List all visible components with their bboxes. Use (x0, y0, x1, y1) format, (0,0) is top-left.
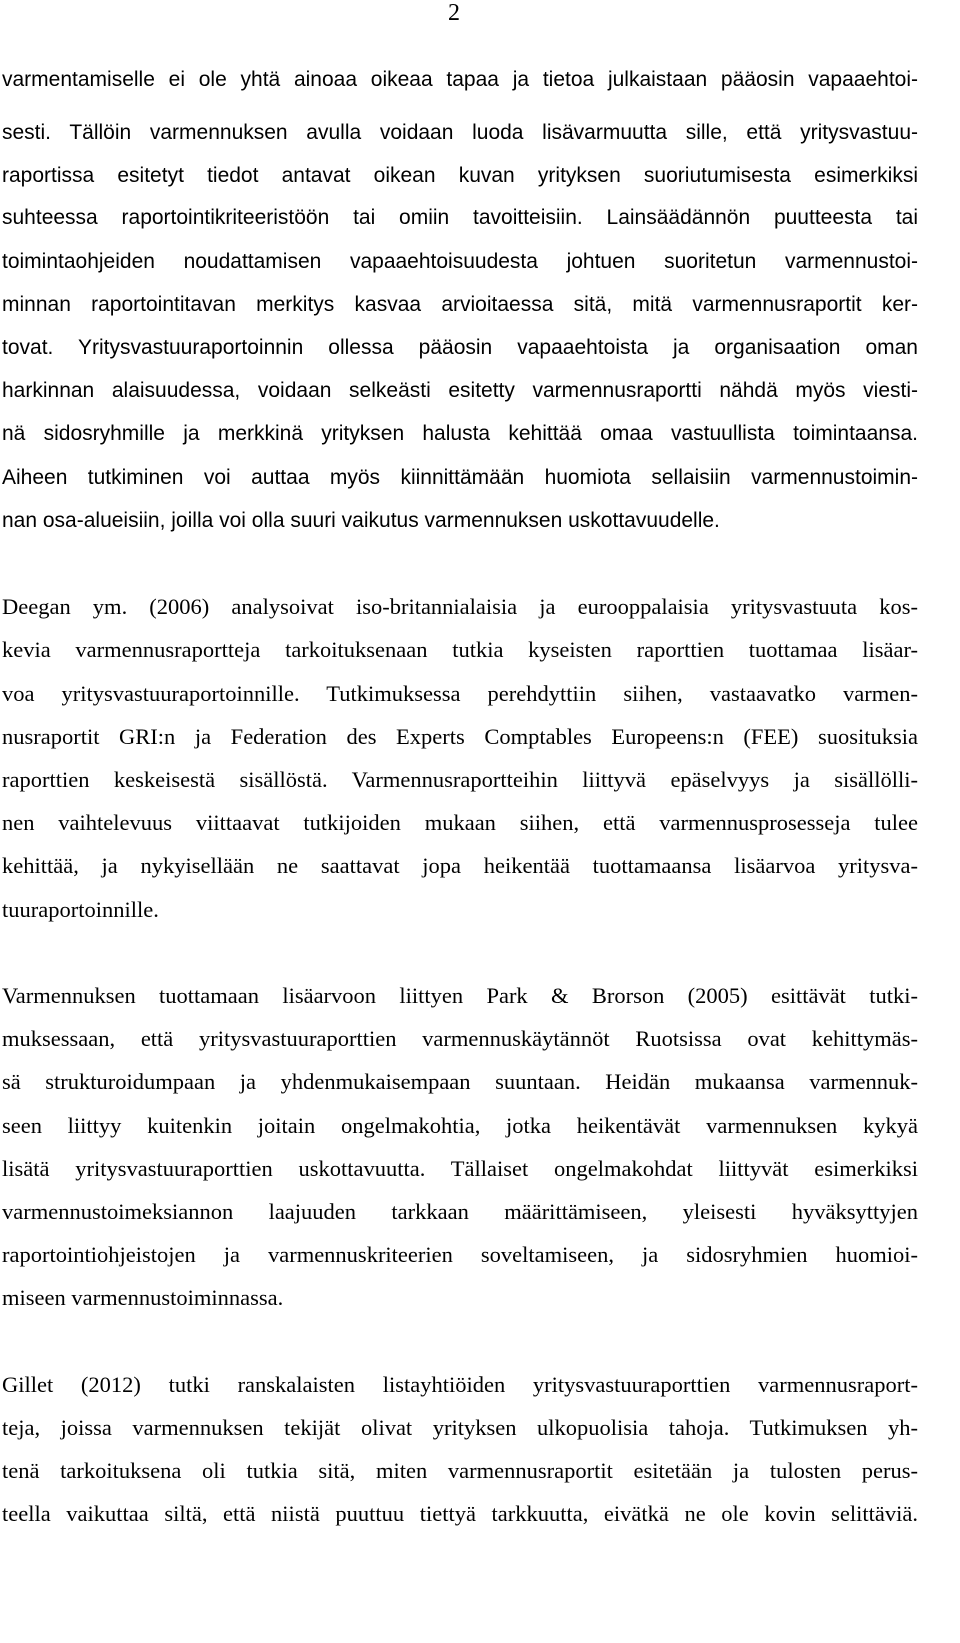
page-number: 2 (448, 0, 460, 26)
text-line: miseen varmennustoiminnassa. (2, 1285, 284, 1310)
text-line: teella vaikuttaa siltä, että niistä puuttuu tiettyä tarkkuutta, eivätkä ne ole kovin selittäviä. (2, 1501, 918, 1526)
text-line: Varmennuksen tuottamaan lisäarvoon liittyen Park & Brorson (2005) esittävät tutki- (2, 983, 918, 1008)
text-line: varmentamiselle ei ole yhtä ainoaa oikeaa tapaa ja tietoa julkaistaan pääosin vapaaehtoi- (2, 68, 918, 91)
text-line: sesti. Tällöin varmennuksen avulla voidaan luoda lisävarmuutta sille, että yritysvastuu- (2, 121, 918, 144)
text-line: nan osa-alueisiin, joilla voi olla suuri vaikutus varmennuksen uskottavuudelle. (2, 509, 720, 532)
text-line: Aiheen tutkiminen voi auttaa myös kiinnittämään huomiota sellaisiin varmennustoimin- (2, 466, 918, 489)
text-line: nusraportit GRI:n ja Federation des Experts Comptables Europeens:n (FEE) suosituksia (2, 724, 918, 749)
text-line: nen vaihtelevuus viittaavat tutkijoiden mukaan siihen, että varmennusprosesseja tulee (2, 810, 918, 835)
text-line: nä sidosryhmille ja merkkinä yrityksen halusta kehittää omaa vastuullista toimintaansa. (2, 422, 918, 445)
text-line: minnan raportointitavan merkitys kasvaa arvioitaessa sitä, mitä varmennusraportit ker- (2, 293, 918, 316)
text-line: lisätä yritysvastuuraporttien uskottavuutta. Tällaiset ongelmakohdat liittyvät esimerkiksi (2, 1156, 918, 1181)
text-line: voa yritysvastuuraportoinnille. Tutkimuksessa perehdyttiin siihen, vastaavatko varmen- (2, 681, 918, 706)
text-line: varmennustoimeksiannon laajuuden tarkkaan määrittämiseen, yleisesti hyväksyttyjen (2, 1199, 918, 1224)
text-line: raporttien keskeisestä sisällöstä. Varmennusraportteihin liittyvä epäselvyys ja sisällölli- (2, 767, 918, 792)
text-line: tuuraportoinnille. (2, 897, 159, 922)
text-line: kevia varmennusraportteja tarkoituksenaan tutkia kyseisten raporttien tuottamaa lisäar- (2, 637, 918, 662)
text-line: Deegan ym. (2006) analysoivat iso-britannialaisia ja eurooppalaisia yritysvastuuta kos- (2, 594, 918, 619)
text-line: seen liittyy kuitenkin joitain ongelmakohtia, jotka heikentävät varmennuksen kykyä (2, 1113, 918, 1138)
text-line: tenä tarkoituksena oli tutkia sitä, miten varmennusraportit esitetään ja tulosten perus- (2, 1458, 918, 1483)
text-line: harkinnan alaisuudessa, voidaan selkeästi esitetty varmennusraportti nähdä myös viesti- (2, 379, 918, 402)
text-line: raportointiohjeistojen ja varmennuskriteerien soveltamiseen, ja sidosryhmien huomioi- (2, 1242, 918, 1267)
text-line: teja, joissa varmennuksen tekijät olivat yrityksen ulkopuolisia tahoja. Tutkimuksen yh- (2, 1415, 918, 1440)
text-line: tovat. Yritysvastuuraportoinnin ollessa pääosin vapaaehtoista ja organisaation oman (2, 336, 918, 359)
text-line: raportissa esitetyt tiedot antavat oikean kuvan yrityksen suoriutumisesta esimerkiksi (2, 164, 918, 187)
text-line: kehittää, ja nykyisellään ne saattavat jopa heikentää tuottamaansa lisäarvoa yritysva- (2, 853, 918, 878)
text-line: suhteessa raportointikriteeristöön tai omiin tavoitteisiin. Lainsäädännön puutteesta tai (2, 206, 918, 229)
text-line: muksessaan, että yritysvastuuraporttien varmennuskäytännöt Ruotsissa ovat kehittymäs- (2, 1026, 918, 1051)
text-line: toimintaohjeiden noudattamisen vapaaehtoisuudesta johtuen suoritetun varmennustoi- (2, 250, 918, 273)
text-line: Gillet (2012) tutki ranskalaisten listayhtiöiden yritysvastuuraporttien varmennusraport- (2, 1372, 918, 1397)
text-line: sä strukturoidumpaan ja yhdenmukaisempaan suuntaan. Heidän mukaansa varmennuk- (2, 1069, 918, 1094)
